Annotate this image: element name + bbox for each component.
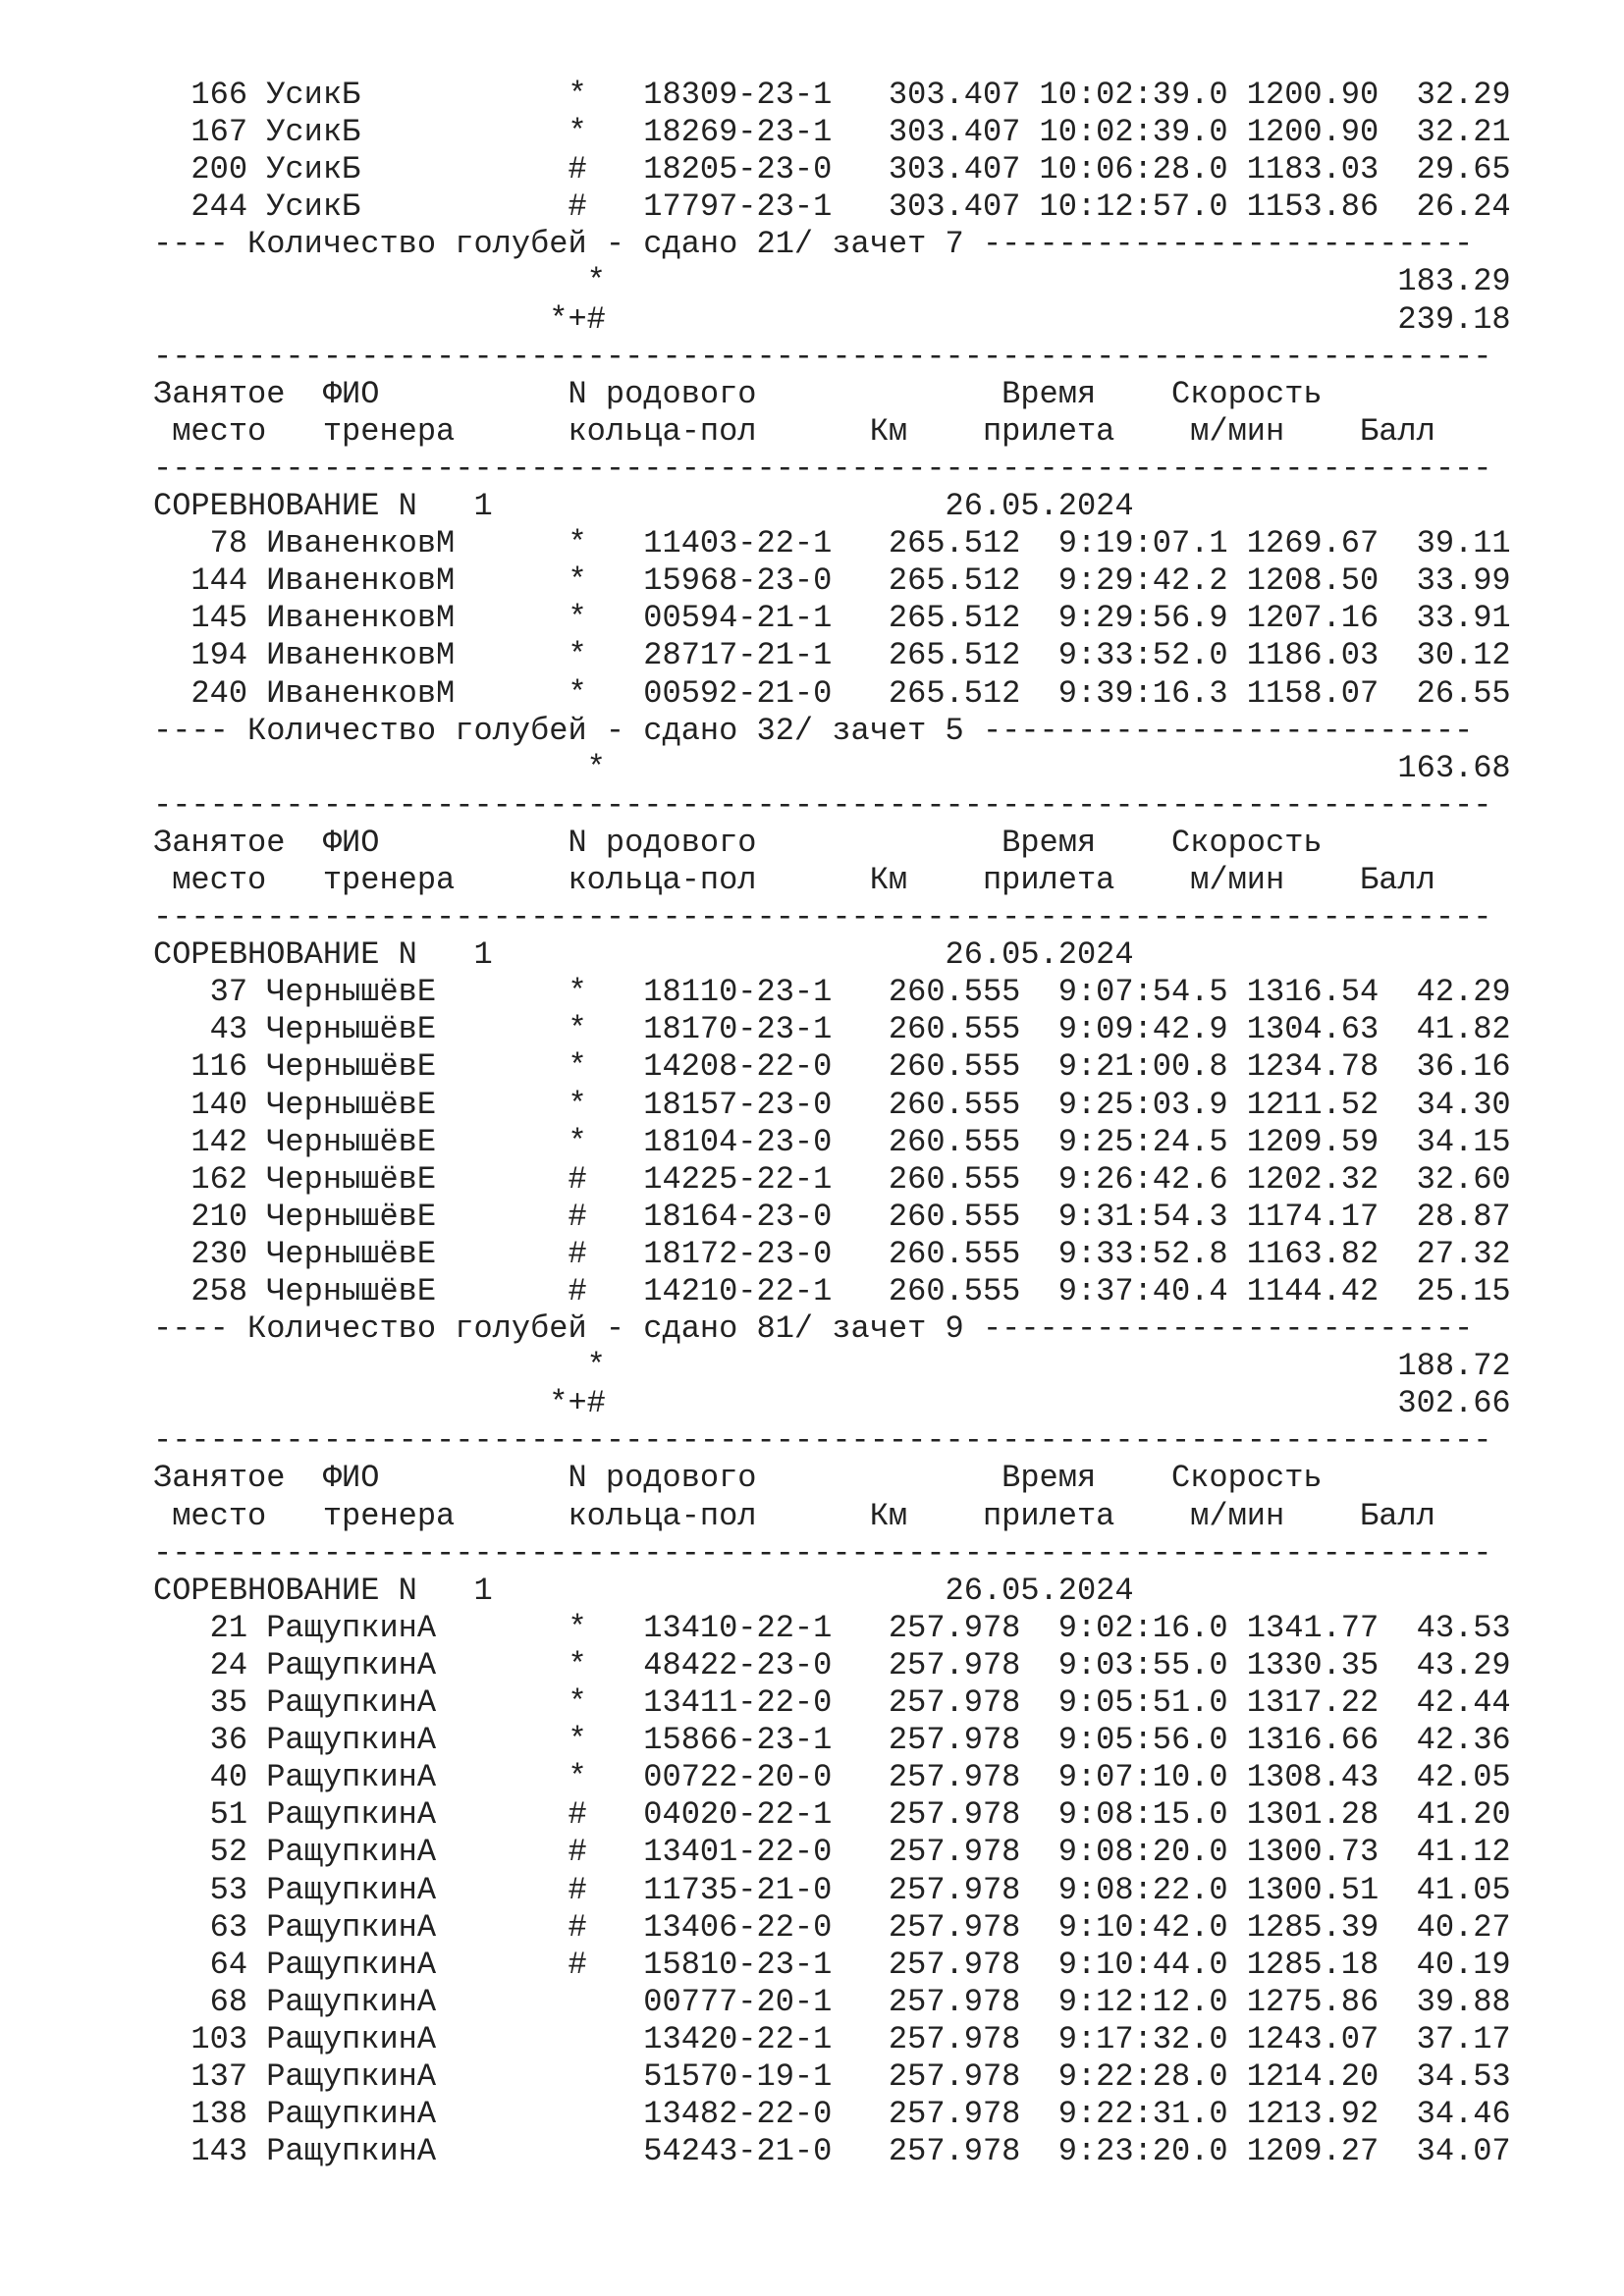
text-line: 68 РащупкинА 00777-20-1 257.978 9:12:12.0 1275.86 39.88 xyxy=(153,1983,1511,2020)
text-line: 116 ЧернышёвЕ * 14208-22-0 260.555 9:21:00.8 1234.78 36.16 xyxy=(153,1048,1511,1086)
text-line: 167 УсикБ * 18269-23-1 303.407 10:02:39.0 1200.90 32.21 xyxy=(153,114,1511,151)
text-line: 52 РащупкинА # 13401-22-0 257.978 9:08:20.0 1300.73 41.12 xyxy=(153,1834,1511,1871)
text-line: * 163.68 xyxy=(153,749,1511,786)
text-line: 244 УсикБ # 17797-23-1 303.407 10:12:57.0 1153.86 26.24 xyxy=(153,188,1511,226)
text-line: ---- Количество голубей - сдано 81/ зачет 9 -------------------------- xyxy=(153,1310,1474,1348)
text-line: *+# 302.66 xyxy=(153,1385,1511,1422)
text-line: 142 ЧернышёвЕ * 18104-23-0 260.555 9:25:24.5 1209.59 34.15 xyxy=(153,1123,1511,1160)
text-line: 166 УсикБ * 18309-23-1 303.407 10:02:39.0 1200.90 32.29 xyxy=(153,77,1511,113)
text-line: ---- Количество голубей - сдано 32/ зачет 5 -------------------------- xyxy=(153,712,1474,749)
text-line: 230 ЧернышёвЕ # 18172-23-0 260.555 9:33:52.8 1163.82 27.32 xyxy=(153,1235,1511,1272)
text-line: ----------------------------------------------------------------------- xyxy=(153,338,1492,375)
text-line: 137 РащупкинА 51570-19-1 257.978 9:22:28.0 1214.20 34.53 xyxy=(153,2057,1511,2095)
text-line: 162 ЧернышёвЕ # 14225-22-1 260.555 9:26:42.6 1202.32 32.60 xyxy=(153,1160,1511,1198)
text-line: 210 ЧернышёвЕ # 18164-23-0 260.555 9:31:54.3 1174.17 28.87 xyxy=(153,1198,1511,1235)
text-line: 63 РащупкинА # 13406-22-0 257.978 9:10:42.0 1285.39 40.27 xyxy=(153,1908,1511,1946)
text-line: 78 ИваненковМ * 11403-22-1 265.512 9:19:07.1 1269.67 39.11 xyxy=(153,525,1511,562)
text-line: место тренера кольца-пол Км прилета м/мин Балл xyxy=(153,412,1435,450)
text-line: 143 РащупкинА 54243-21-0 257.978 9:23:20.0 1209.27 34.07 xyxy=(153,2133,1511,2170)
text-line: ----------------------------------------------------------------------- xyxy=(153,786,1492,824)
text-line: 40 РащупкинА * 00722-20-0 257.978 9:07:10.0 1308.43 42.05 xyxy=(153,1759,1511,1796)
text-line: 103 РащупкинА 13420-22-1 257.978 9:17:32.0 1243.07 37.17 xyxy=(153,2020,1511,2057)
text-line: 24 РащупкинА * 48422-23-0 257.978 9:03:55.0 1330.35 43.29 xyxy=(153,1646,1511,1683)
text-line: 258 ЧернышёвЕ # 14210-22-1 260.555 9:37:40.4 1144.42 25.15 xyxy=(153,1273,1511,1309)
text-line: *+# 239.18 xyxy=(153,300,1511,338)
text-line: место тренера кольца-пол Км прилета м/мин Балл xyxy=(153,861,1435,898)
text-line: 36 РащупкинА * 15866-23-1 257.978 9:05:56.0 1316.66 42.36 xyxy=(153,1722,1511,1759)
text-line: 43 ЧернышёвЕ * 18170-23-1 260.555 9:09:42.9 1304.63 41.82 xyxy=(153,1011,1511,1048)
text-line: 64 РащупкинА # 15810-23-1 257.978 9:10:44.0 1285.18 40.19 xyxy=(153,1946,1511,1983)
text-line: 21 РащупкинА * 13410-22-1 257.978 9:02:16.0 1341.77 43.53 xyxy=(153,1609,1511,1646)
text-line: * 188.72 xyxy=(153,1348,1511,1385)
text-line: место тренера кольца-пол Км прилета м/мин Балл xyxy=(153,1497,1435,1534)
text-line: ----------------------------------------------------------------------- xyxy=(153,450,1492,487)
text-line: Занятое ФИО N родового Время Скорость xyxy=(153,375,1323,412)
text-line: 35 РащупкинА * 13411-22-0 257.978 9:05:51.0 1317.22 42.44 xyxy=(153,1684,1511,1722)
text-line: 51 РащупкинА # 04020-22-1 257.978 9:08:15.0 1301.28 41.20 xyxy=(153,1796,1511,1834)
text-line: Занятое ФИО N родового Время Скорость xyxy=(153,1460,1323,1497)
text-line: СОРЕВНОВАНИЕ N 1 26.05.2024 xyxy=(153,488,1134,525)
text-line: СОРЕВНОВАНИЕ N 1 26.05.2024 xyxy=(153,936,1134,974)
text-line: ----------------------------------------------------------------------- xyxy=(153,899,1492,936)
text-line: 145 ИваненковМ * 00594-21-1 265.512 9:29:56.9 1207.16 33.91 xyxy=(153,600,1511,637)
text-line: ----------------------------------------------------------------------- xyxy=(153,1422,1492,1460)
text-line: ----------------------------------------------------------------------- xyxy=(153,1534,1492,1572)
text-line: 194 ИваненковМ * 28717-21-1 265.512 9:33:52.0 1186.03 30.12 xyxy=(153,637,1511,674)
text-line: 140 ЧернышёвЕ * 18157-23-0 260.555 9:25:03.9 1211.52 34.30 xyxy=(153,1086,1511,1123)
text-line: 240 ИваненковМ * 00592-21-0 265.512 9:39:16.3 1158.07 26.55 xyxy=(153,674,1511,712)
text-line: СОРЕВНОВАНИЕ N 1 26.05.2024 xyxy=(153,1572,1134,1609)
text-line: 144 ИваненковМ * 15968-23-0 265.512 9:29:42.2 1208.50 33.99 xyxy=(153,562,1511,600)
text-line: * 183.29 xyxy=(153,263,1511,300)
text-line: 37 ЧернышёвЕ * 18110-23-1 260.555 9:07:54.5 1316.54 42.29 xyxy=(153,974,1511,1011)
text-line: 53 РащупкинА # 11735-21-0 257.978 9:08:22.0 1300.51 41.05 xyxy=(153,1871,1511,1908)
text-line: 200 УсикБ # 18205-23-0 303.407 10:06:28.0 1183.03 29.65 xyxy=(153,151,1511,188)
text-line: ---- Количество голубей - сдано 21/ зачет 7 -------------------------- xyxy=(153,226,1474,263)
text-line: 138 РащупкинА 13482-22-0 257.978 9:22:31.0 1213.92 34.46 xyxy=(153,2096,1511,2133)
text-line: Занятое ФИО N родового Время Скорость xyxy=(153,824,1323,861)
